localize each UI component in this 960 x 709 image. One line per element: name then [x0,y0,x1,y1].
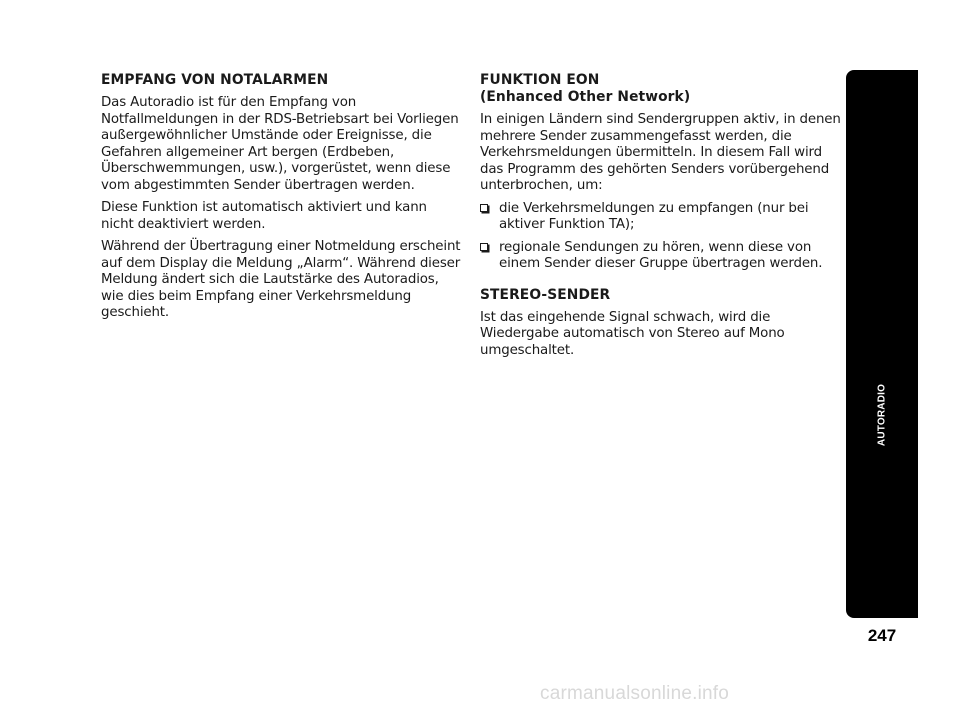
paragraph: Diese Funktion ist automatisch aktiviert und kann nicht deaktiviert werden. [101,200,427,232]
emergency-alarm-heading: EMPFANG VON NOTALARMEN [101,72,329,88]
page-number: 247 [867,626,897,645]
checkbox-bullet-icon [480,204,488,212]
eon-heading [480,72,842,106]
paragraph: Das Autoradio ist für den Empfang von Notfallmeldungen in der RDS-Betriebsart bei Vorliegen außergewöhnlicher Umstände oder Ereignisse, die Gefahren allgemeiner Art bergen (Erdbeben, Überschwemmungen, usw.), vorgerüstet, wenn diese vom abgestimmten Sender übertragen werden. [101,95,459,193]
list-item [480,240,842,273]
list-item [480,201,842,234]
eon-bullet-list [480,201,842,273]
chapter-side-tab [846,70,918,618]
eon-intro-paragraph: In einigen Ländern sind Sendergruppen aktiv, in denen mehrere Sender zusammengefasst werden, die Verkehrsmeldungen übermitteln. In diesem Fall wird das Programm des gehörten Senders vorübergehend unterbrochen, um: [480,112,841,193]
paragraph: Während der Übertragung einer Notmeldung erscheint auf dem Display die Meldung „Alarm“. Während dieser Meldung ändert sich die Lautstärke des Autoradios, wie dies beim Empfang einer Verkehrsmeldung geschieht. [101,239,461,320]
checkbox-bullet-icon [480,243,488,251]
watermark: carmanualsonline.info [540,683,730,704]
stereo-heading: STEREO-SENDER [480,286,611,303]
eon-heading-line2: (Enhanced Other Network) [480,89,691,105]
list-item-text: regionale Sendungen zu hören, wenn diese von einem Sender dieser Gruppe übertragen werden. [499,239,823,271]
right-column [480,72,842,365]
chapter-label: AUTORADIO [876,383,888,447]
left-column [101,72,461,328]
stereo-paragraph: Ist das eingehende Signal schwach, wird die Wiedergabe automatisch von Stereo auf Mono umgeschaltet. [480,309,785,358]
eon-heading-line1: FUNKTION EON [480,72,600,88]
list-item-text: die Verkehrsmeldungen zu empfangen (nur bei aktiver Funktion TA); [499,200,809,232]
